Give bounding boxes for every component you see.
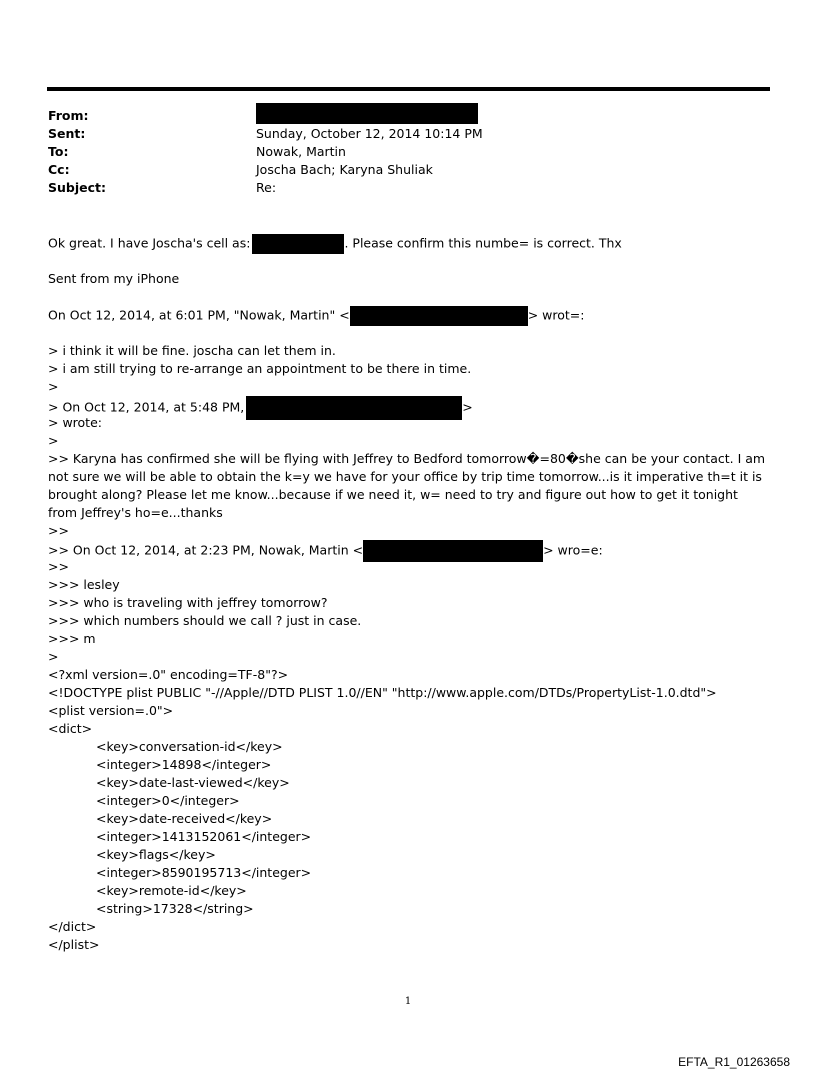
- document-id: EFTA_R1_01263658: [678, 1055, 790, 1069]
- sent-row: [48, 125, 483, 143]
- body-text: Ok great. I have Joscha's cell as:: [48, 235, 251, 251]
- subject-row: [48, 179, 483, 197]
- redaction-box: [246, 396, 462, 420]
- from-row: [48, 107, 483, 125]
- subject-value: Re:: [256, 180, 277, 195]
- to-value: Nowak, Martin: [256, 144, 346, 159]
- cc-value: Joscha Bach; Karyna Shuliak: [256, 162, 433, 177]
- quote-line: >: [48, 379, 59, 394]
- quote-intro: [48, 306, 584, 326]
- xml-line: <!DOCTYPE plist PUBLIC "-//Apple//DTD PLIST 1.0//EN" "http://www.apple.com/DTDs/PropertyList-1.0.dtd">: [48, 685, 717, 700]
- quote-line: >>: [48, 523, 69, 538]
- subject-label: Subject:: [48, 180, 106, 195]
- quote-line: >>> lesley: [48, 577, 120, 592]
- email-header: [48, 107, 483, 197]
- xml-line: <key>conversation-id</key>: [96, 739, 283, 754]
- body-text: On Oct 12, 2014, at 6:01 PM, "Nowak, Martin" <: [48, 307, 350, 323]
- xml-line: <key>date-last-viewed</key>: [96, 775, 290, 790]
- from-label: From:: [48, 108, 89, 123]
- quote-line: >: [48, 433, 59, 448]
- quote-line: [48, 396, 473, 420]
- xml-line: <key>flags</key>: [96, 847, 216, 862]
- quote-line: > wrote:: [48, 415, 102, 430]
- quoted-paragraph: >> Karyna has confirmed she will be flying with Jeffrey to Bedford tomorrow�=80�she can be your contact. I am not sure we will be able to obtain the k=y we have for your office by trip time tomorrow...is it imperative th=t it is brought along? Please let me know...because if we need it, w= need to try and figure out how to get it tonight from Jeffrey's ho=e...thanks: [48, 451, 766, 520]
- quote-line: >>> who is traveling with jeffrey tomorrow?: [48, 595, 328, 610]
- body-text: > wrot=:: [527, 307, 585, 323]
- header-rule: [47, 87, 770, 91]
- xml-line: </dict>: [48, 919, 97, 934]
- cc-row: [48, 161, 483, 179]
- sent-value: Sunday, October 12, 2014 10:14 PM: [256, 126, 483, 141]
- page-number: 1: [404, 996, 412, 1007]
- xml-line: <key>remote-id</key>: [96, 883, 247, 898]
- body-text: >> On Oct 12, 2014, at 2:23 PM, Nowak, Martin <: [48, 542, 364, 558]
- body-line: [48, 234, 622, 254]
- xml-line: <integer>8590195713</integer>: [96, 865, 312, 880]
- redaction-box: [350, 306, 528, 326]
- to-row: [48, 143, 483, 161]
- xml-line: <key>date-received</key>: [96, 811, 273, 826]
- xml-line: <dict>: [48, 721, 93, 736]
- redaction-box: [252, 234, 344, 254]
- redaction-box: [363, 540, 543, 562]
- quote-line: >>> m: [48, 631, 96, 646]
- sent-from-line: Sent from my iPhone: [48, 271, 180, 286]
- sent-label: Sent:: [48, 126, 86, 141]
- xml-line: <string>17328</string>: [96, 901, 254, 916]
- xml-line: <integer>0</integer>: [96, 793, 240, 808]
- xml-line: <integer>1413152061</integer>: [96, 829, 312, 844]
- quote-line: [48, 540, 603, 562]
- body-text: > wro=e:: [543, 542, 603, 558]
- xml-line: </plist>: [48, 937, 100, 952]
- body-text: . Please confirm this numbe= is correct. Thx: [344, 235, 622, 251]
- xml-line: <plist version=.0">: [48, 703, 174, 718]
- xml-line: <integer>14898</integer>: [96, 757, 272, 772]
- xml-line: <?xml version=.0" encoding=TF-8"?>: [48, 667, 289, 682]
- quote-line: > i think it will be fine. joscha can let them in.: [48, 343, 336, 358]
- to-label: To:: [48, 144, 69, 159]
- quote-line: > i am still trying to re-arrange an appointment to be there in time.: [48, 361, 472, 376]
- cc-label: Cc:: [48, 162, 70, 177]
- body-text: >: [462, 399, 473, 415]
- body-text: > On Oct 12, 2014, at 5:48 PM,: [48, 399, 245, 415]
- quote-line: >>: [48, 559, 69, 574]
- redaction-box: [256, 103, 478, 124]
- quote-line: >>> which numbers should we call ? just in case.: [48, 613, 362, 628]
- quote-line: >: [48, 649, 59, 664]
